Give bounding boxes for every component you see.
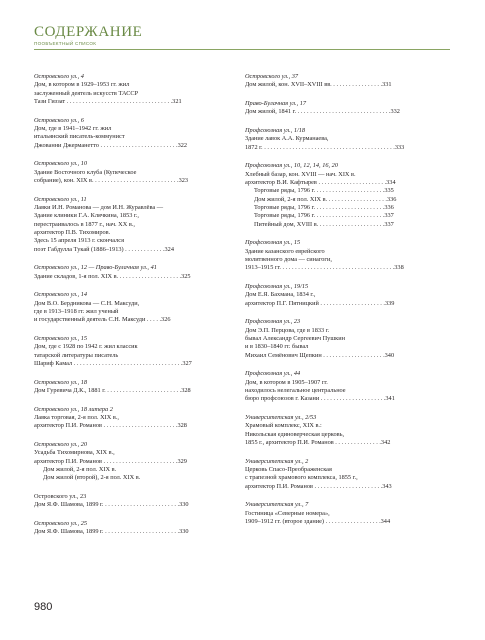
toc-entry: [245, 283, 450, 308]
page-title: СОДЕРЖАНИЕ: [34, 24, 143, 40]
entry-street: Профсоюзная ул., 44: [245, 370, 301, 378]
toc-entry: [34, 406, 239, 431]
entry-line: Здесь 15 апреля 1913 г. скончался: [34, 237, 124, 245]
entry-line: с трапезной храмового комплекса, 1855 г.,: [245, 474, 358, 482]
entry-street: Университетская ул., 7: [245, 501, 309, 509]
toc-entry: [245, 162, 450, 229]
left-column: [34, 73, 239, 547]
entry-street: Право-Булачная ул., 17: [245, 99, 307, 107]
entry-line: Дом жилой (второй), 2-я пол. XIX в.: [43, 474, 141, 482]
entry-line: Церковь Спасо-Преображенская: [245, 466, 332, 474]
entry-street: Островского ул., 12 — Право-Булачная ул., 41: [34, 264, 157, 272]
toc-entry: [245, 458, 450, 491]
entry-line: и в 1830–1840 гг. бывал: [245, 343, 309, 351]
entry-line: Дом жилой, кон. XVII–XVIII вв. . . . . . . . . . . . . . . . .331: [245, 81, 392, 89]
toc-entry: [34, 520, 239, 537]
toc-entry: [245, 501, 450, 526]
entry-line: заслуженный деятель искусств ТАССР: [34, 89, 139, 97]
entry-line: 1913–1915 гг. . . . . . . . . . . . . . . . . . . . . . . . . . . . . . . . . . . . .338: [245, 264, 404, 272]
entry-line: Дом, в котором в 1929–1953 гг. жил: [34, 81, 130, 89]
entry-street: Университетская ул., 2/53: [245, 414, 317, 422]
toc-entry: [245, 414, 450, 447]
entry-line: Питейный дом, XVIII в. . . . . . . . . . . . . . . . . . . . . .337: [254, 220, 394, 228]
entry-line: бывал Александр Сергеевич Пушкин: [245, 335, 345, 343]
toc-entry: [34, 117, 239, 150]
entry-line: Лавки И.Н. Романова — дом И.Н. Журавлёва —: [34, 204, 164, 212]
entry-line: Дом, где с 1928 по 1942 г. жил классик: [34, 343, 138, 351]
entry-line: Здание клиники Г.А. Клячкина, 1853 г.,: [34, 212, 139, 220]
entry-line: Здание лавок А.А. Курманаева,: [245, 135, 329, 143]
entry-line: Шариф Камал . . . . . . . . . . . . . . . . . . . . . . . . . . . . . . . . . . .327: [34, 360, 192, 368]
entry-street: Островского ул., 11: [34, 195, 87, 203]
toc-entry: [34, 196, 239, 254]
entry-line: архитектор П.И. Романов . . . . . . . . . . . . . . . . . . . . . . . .329: [34, 457, 187, 465]
page-subtitle: ПООБЪЕКТНЫЙ СПИСОК: [34, 41, 97, 46]
entry-street: Университетская ул., 2: [245, 457, 309, 465]
toc-entry: [245, 73, 450, 90]
entry-line: поэт Габдулла Тукай (1886–1913) . . . . . . . . . . . . .324: [34, 245, 174, 253]
entry-line: Усадьба Тихомирнова, XIX в.,: [34, 449, 115, 457]
entry-line: находилось нелегальное центральное: [245, 387, 346, 395]
entry-street: Островского ул., 25: [34, 520, 88, 528]
entry-line: архитектор П.В. Тихомиров.: [34, 229, 111, 237]
entry-line: татарской литературы писатель: [34, 351, 119, 359]
entry-street: Профсоюзная ул., 19/15: [245, 283, 309, 291]
entry-line: итальянский писатель-коммунист: [34, 133, 125, 141]
entry-line: Торговые ряды, 1796 г. . . . . . . . . . . . . . . . . . . . . . .337: [254, 212, 394, 220]
entry-line: Торговые ряды, 1796 г. . . . . . . . . . . . . . . . . . . . . . .336: [254, 204, 394, 212]
entry-line: Хлебный базар, кон. XVIII — нач. XIX в.: [245, 170, 356, 178]
entry-line: бюро профсоюзов г. Казани . . . . . . . . . . . . . . . . . . . . .341: [245, 395, 395, 403]
entry-line: Торговые ряды, 1796 г. . . . . . . . . . . . . . . . . . . . . . .335: [254, 187, 394, 195]
entry-line: Островского ул., 23: [34, 493, 87, 501]
entry-line: архитектор П.Г. Пятницкий . . . . . . . . . . . . . . . . . . . . .339: [245, 299, 395, 307]
entry-line: Гостиница «Северные номера»,: [245, 509, 330, 517]
entry-line: Храмовый комплекс, XIX в.:: [245, 422, 322, 430]
entry-line: Дом Э.П. Перцова, где в 1833 г.: [245, 326, 330, 334]
toc-entry: [34, 493, 239, 510]
entry-line: Дом жилой, 2-я пол. XIX в.: [43, 466, 117, 474]
entry-street: Профсоюзная ул., 10, 12, 14, 16, 20: [245, 162, 338, 170]
entry-line: собрание), кон. XIX в. . . . . . . . . . . . . . . . . . . . . . . . . . . .323: [34, 177, 189, 185]
entry-line: Здание складов, 1-я пол. XIX в. . . . . . . . . . . . . . . . . . . . .325: [34, 272, 191, 280]
entry-line: молитвенного дома — синагоги,: [245, 256, 332, 264]
page-number: 980: [34, 601, 53, 613]
header-rule: [34, 49, 450, 50]
toc-entry: [34, 379, 239, 396]
entry-street: Островского ул., 18 литера 2: [34, 405, 113, 413]
entry-line: перестраивалось в 1877 г., нач. XX в.,: [34, 220, 135, 228]
entry-line: Дом В.О. Бердникова — С.Н. Максуди,: [34, 299, 140, 307]
entry-street: Островского ул., 4: [34, 73, 84, 80]
page-header: [34, 24, 450, 50]
entry-line: архитектор П.И. Романов . . . . . . . . . . . . . . . . . . . . . . . .328: [34, 422, 187, 430]
toc-entry: [34, 291, 239, 324]
entry-street: Островского ул., 14: [34, 291, 88, 299]
entry-line: архитектор П.И. Романов . . . . . . . . . . . . . . . . . . . . . .343: [245, 482, 392, 490]
toc-entry: [245, 370, 450, 403]
entry-line: Михаил Семёнович Щепкин . . . . . . . . . . . . . . . . . . . .340: [245, 351, 395, 359]
entry-street: Островского ул., 37: [245, 73, 299, 80]
entry-line: Дом жилой, 2-я пол. XIX в. . . . . . . . . . . . . . . . . . . .336: [254, 195, 397, 203]
entry-street: Островского ул., 10: [34, 160, 88, 168]
toc-entry: [34, 160, 239, 185]
entry-line: и государственный деятель С.Н. Максуди . . . . .326: [34, 316, 171, 324]
entry-line: Здание Восточного клуба (Купеческое: [34, 168, 137, 176]
entry-line: Дом Гуревича Д.К., 1881 г. . . . . . . . . . . . . . . . . . . . . . . . .328: [34, 387, 191, 395]
entry-line: 1855 г., архитектор П.И. Романов . . . . . . . . . . . . . . .342: [245, 439, 391, 447]
toc-entry: [245, 318, 450, 360]
entry-line: Лавка торговая, 2-я пол. XIX в.,: [34, 414, 119, 422]
entry-street: Профсоюзная ул., 15: [245, 239, 301, 247]
toc-entry: [245, 127, 450, 152]
entry-street: Профсоюзная ул., 23: [245, 318, 301, 326]
entry-line: Дом Я.Ф. Шамова, 1899 г. . . . . . . . . . . . . . . . . . . . . . . . .330: [34, 528, 189, 536]
toc-entry: [34, 73, 239, 106]
toc-entry: [245, 100, 450, 117]
entry-line: Джованни Джерманетто . . . . . . . . . . . . . . . . . . . . . . . . .322: [34, 141, 188, 149]
entry-street: Островского ул., 18: [34, 378, 88, 386]
entry-line: Дом Я.Ф. Шамова, 1899 г. . . . . . . . . . . . . . . . . . . . . . . . .330: [34, 501, 189, 509]
entry-line: Здание казанского еврейского: [245, 247, 325, 255]
entry-line: Дом Е.Я. Бахмана, 1834 г.,: [245, 291, 316, 299]
entry-street: Островского ул., 6: [34, 116, 84, 124]
entry-street: Профсоюзная ул., 1/18: [245, 126, 306, 134]
entry-street: Островского ул., 15: [34, 335, 88, 343]
entry-line: Дом, где в 1941–1942 гг. жил: [34, 125, 112, 133]
entry-line: Дом, в котором в 1905–1907 гг.: [245, 378, 328, 386]
toc-entry: [34, 441, 239, 483]
entry-street: Островского ул., 20: [34, 441, 88, 449]
toc-entry: [34, 335, 239, 368]
entry-line: Тази Гиззат . . . . . . . . . . . . . . . . . . . . . . . . . . . . . . . . . .321: [34, 98, 182, 106]
right-column: [245, 73, 450, 537]
entry-line: 1872 г. . . . . . . . . . . . . . . . . . . . . . . . . . . . . . . . . . . . . . . . . . .333: [245, 143, 405, 151]
entry-line: Дом жилой, 1841 г. . . . . . . . . . . . . . . . . . . . . . . . . . . . . . .332: [245, 108, 400, 116]
entry-line: архитектор В.И. Кафтырев . . . . . . . . . . . . . . . . . . . . . .334: [245, 178, 396, 186]
entry-line: Никольская единоверческая церковь,: [245, 430, 345, 438]
toc-entry: [245, 239, 450, 272]
toc-entry: [34, 264, 239, 281]
entry-line: 1909–1912 гг. (второе здание) . . . . . . . . . . . . . . . . . .344: [245, 518, 391, 526]
entry-line: где в 1913–1918 гг. жил ученый: [34, 308, 119, 316]
